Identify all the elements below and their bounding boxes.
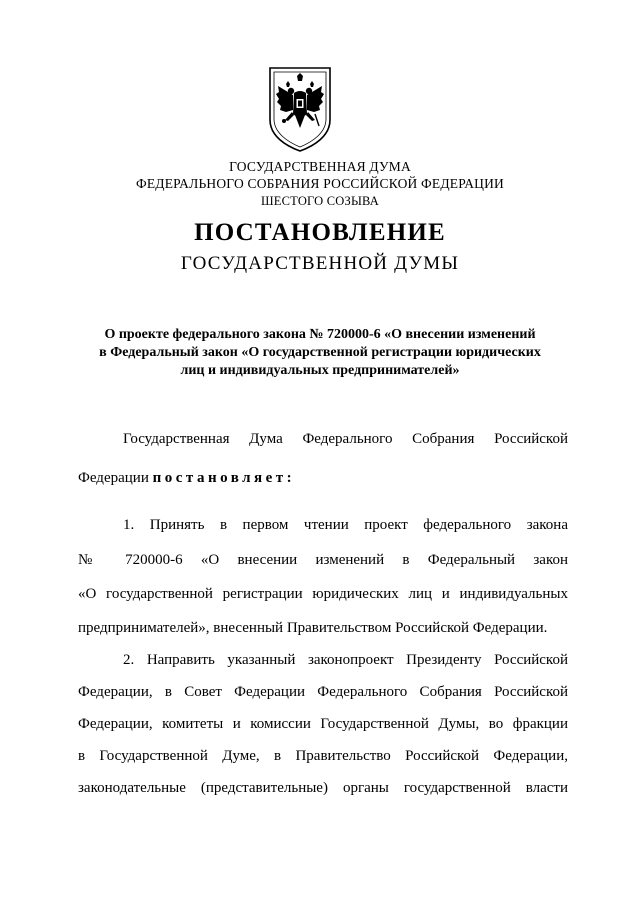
intro-line-2 bbox=[78, 468, 568, 488]
org-name-line-2: ФЕДЕРАЛЬНОГО СОБРАНИЯ РОССИЙСКОЙ ФЕДЕРАЦИИ bbox=[136, 176, 504, 191]
paragraph-1-line-2: № 720000-6 «О внесении изменений в Федеральный закон bbox=[78, 552, 568, 568]
convocation-label: ШЕСТОГО СОЗЫВА bbox=[260, 194, 380, 208]
paragraph-2-line-5: законодательные (представительные) органы государственной власти bbox=[78, 780, 568, 796]
org-name-line-1: ГОСУДАРСТВЕННАЯ ДУМА bbox=[229, 159, 411, 174]
resolution-heading-line-1: О проекте федерального закона № 720000-6 «О внесении изменений bbox=[104, 327, 536, 342]
document-subtitle: ГОСУДАРСТВЕННОЙ ДУМЫ bbox=[180, 253, 460, 274]
document-title: ПОСТАНОВЛЕНИЕ bbox=[194, 219, 446, 246]
paragraph-1-line-1: 1. Принять в первом чтении проект федерального закона bbox=[123, 517, 568, 533]
coat-of-arms-emblem-icon bbox=[264, 62, 336, 154]
intro-text: Федерации bbox=[78, 470, 153, 486]
paragraph-2-line-2: Федерации, в Совет Федерации Федерального Собрания Российской bbox=[78, 684, 568, 700]
decision-keyword: постановляет: bbox=[152, 470, 296, 486]
paragraph-1-line-4: предпринимателей», внесенный Правительством Российской Федерации. bbox=[78, 620, 548, 636]
paragraph-2-line-3: Федерации, комитеты и комиссии Государственной Думы, во фракции bbox=[78, 716, 568, 732]
paragraph-2-line-4: в Государственной Думе, в Правительство Российской Федерации, bbox=[78, 748, 568, 764]
resolution-heading-line-3: лиц и индивидуальных предпринимателей» bbox=[180, 363, 460, 378]
intro-line-1: Государственная Дума Федерального Собрания Российской bbox=[123, 431, 568, 447]
paragraph-1-line-3: «О государственной регистрации юридических лиц и индивидуальных bbox=[78, 586, 568, 602]
paragraph-2-line-1: 2. Направить указанный законопроект Президенту Российской bbox=[123, 652, 568, 668]
resolution-heading-line-2: в Федеральный закон «О государственной регистрации юридических bbox=[99, 345, 541, 360]
